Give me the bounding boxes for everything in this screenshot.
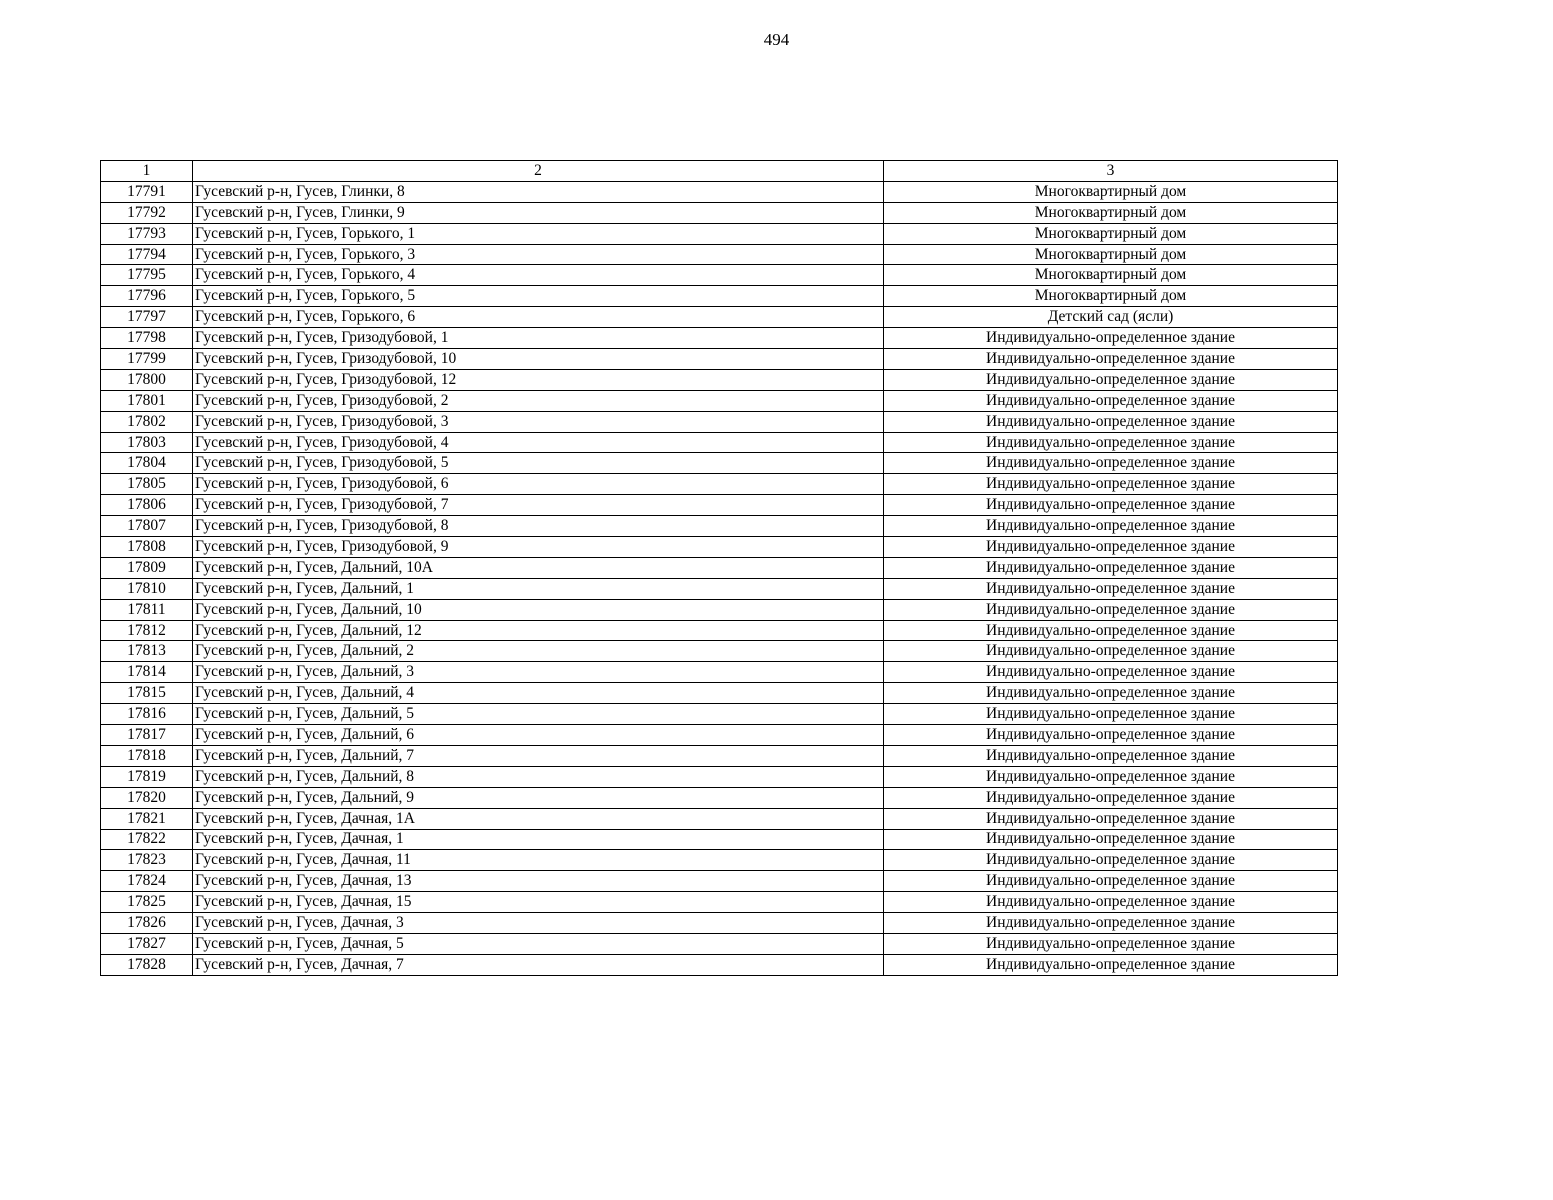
row-number-cell: 17815 [101,683,193,704]
building-type-cell: Индивидуально-определенное здание [884,349,1338,370]
address-cell: Гусевский р-н, Гусев, Дачная, 11 [193,850,884,871]
table-row [101,913,1338,934]
address-cell: Гусевский р-н, Гусев, Дальний, 10А [193,557,884,578]
row-number-cell: 17797 [101,307,193,328]
column-header-2: 2 [193,161,884,182]
table-row [101,892,1338,913]
page-number: 494 [763,30,790,49]
building-type-cell: Индивидуально-определенное здание [884,787,1338,808]
building-type-cell: Индивидуально-определенное здание [884,683,1338,704]
row-number-cell: 17810 [101,578,193,599]
address-cell: Гусевский р-н, Гусев, Гризодубовой, 12 [193,369,884,390]
table-row [101,850,1338,871]
address-cell: Гусевский р-н, Гусев, Горького, 3 [193,244,884,265]
address-cell: Гусевский р-н, Гусев, Горького, 4 [193,265,884,286]
row-number-cell: 17800 [101,369,193,390]
table-row [101,265,1338,286]
table-row [101,829,1338,850]
row-number-cell: 17796 [101,286,193,307]
table-row [101,432,1338,453]
address-cell: Гусевский р-н, Гусев, Дальний, 3 [193,662,884,683]
address-cell: Гусевский р-н, Гусев, Гризодубовой, 1 [193,328,884,349]
row-number-cell: 17794 [101,244,193,265]
row-number-cell: 17812 [101,620,193,641]
table-row [101,369,1338,390]
building-type-cell: Индивидуально-определенное здание [884,516,1338,537]
building-type-cell: Индивидуально-определенное здание [884,871,1338,892]
building-type-cell: Индивидуально-определенное здание [884,390,1338,411]
table-row [101,244,1338,265]
building-type-cell: Многоквартирный дом [884,265,1338,286]
row-number-cell: 17806 [101,495,193,516]
table-row [101,933,1338,954]
row-number-cell: 17793 [101,223,193,244]
row-number-cell: 17818 [101,745,193,766]
row-number-cell: 17825 [101,892,193,913]
row-number-cell: 17816 [101,704,193,725]
table-row [101,662,1338,683]
table-row [101,725,1338,746]
row-number-cell: 17802 [101,411,193,432]
address-cell: Гусевский р-н, Гусев, Глинки, 9 [193,202,884,223]
table-row [101,599,1338,620]
building-type-cell: Детский сад (ясли) [884,307,1338,328]
address-cell: Гусевский р-н, Гусев, Горького, 6 [193,307,884,328]
address-cell: Гусевский р-н, Гусев, Дальний, 10 [193,599,884,620]
address-cell: Гусевский р-н, Гусев, Дачная, 13 [193,871,884,892]
building-type-cell: Индивидуально-определенное здание [884,578,1338,599]
table-row [101,349,1338,370]
address-cell: Гусевский р-н, Гусев, Дачная, 15 [193,892,884,913]
address-cell: Гусевский р-н, Гусев, Дальний, 2 [193,641,884,662]
row-number-cell: 17827 [101,933,193,954]
building-type-cell: Индивидуально-определенное здание [884,453,1338,474]
table-row [101,537,1338,558]
address-cell: Гусевский р-н, Гусев, Гризодубовой, 4 [193,432,884,453]
building-type-cell: Индивидуально-определенное здание [884,808,1338,829]
building-type-cell: Индивидуально-определенное здание [884,662,1338,683]
table-row [101,766,1338,787]
table-row [101,474,1338,495]
row-number-cell: 17805 [101,474,193,495]
address-cell: Гусевский р-н, Гусев, Горького, 1 [193,223,884,244]
table-row [101,202,1338,223]
table-row [101,390,1338,411]
table-row [101,495,1338,516]
table-header-row [101,161,1338,182]
address-cell: Гусевский р-н, Гусев, Гризодубовой, 5 [193,453,884,474]
row-number-cell: 17817 [101,725,193,746]
table-row [101,683,1338,704]
address-cell: Гусевский р-н, Гусев, Гризодубовой, 10 [193,349,884,370]
row-number-cell: 17828 [101,954,193,975]
table-row [101,557,1338,578]
building-type-cell: Индивидуально-определенное здание [884,641,1338,662]
building-type-cell: Многоквартирный дом [884,244,1338,265]
row-number-cell: 17801 [101,390,193,411]
address-cell: Гусевский р-н, Гусев, Дальний, 5 [193,704,884,725]
address-cell: Гусевский р-н, Гусев, Гризодубовой, 8 [193,516,884,537]
address-cell: Гусевский р-н, Гусев, Гризодубовой, 2 [193,390,884,411]
row-number-cell: 17819 [101,766,193,787]
address-cell: Гусевский р-н, Гусев, Гризодубовой, 6 [193,474,884,495]
row-number-cell: 17811 [101,599,193,620]
row-number-cell: 17814 [101,662,193,683]
table-row [101,516,1338,537]
row-number-cell: 17798 [101,328,193,349]
address-cell: Гусевский р-н, Гусев, Дальний, 1 [193,578,884,599]
table-row [101,453,1338,474]
table-row [101,954,1338,975]
row-number-cell: 17807 [101,516,193,537]
row-number-cell: 17795 [101,265,193,286]
table-row [101,620,1338,641]
building-type-cell: Индивидуально-определенное здание [884,933,1338,954]
table-body [101,161,1338,976]
table-row [101,787,1338,808]
building-type-cell: Индивидуально-определенное здание [884,745,1338,766]
building-type-cell: Многоквартирный дом [884,181,1338,202]
table-row [101,578,1338,599]
row-number-cell: 17824 [101,871,193,892]
address-cell: Гусевский р-н, Гусев, Дачная, 7 [193,954,884,975]
building-type-cell: Индивидуально-определенное здание [884,850,1338,871]
address-cell: Гусевский р-н, Гусев, Дачная, 5 [193,933,884,954]
row-number-cell: 17791 [101,181,193,202]
building-type-cell: Индивидуально-определенное здание [884,557,1338,578]
row-number-cell: 17826 [101,913,193,934]
address-cell: Гусевский р-н, Гусев, Дальний, 8 [193,766,884,787]
address-cell: Гусевский р-н, Гусев, Дальний, 12 [193,620,884,641]
row-number-cell: 17809 [101,557,193,578]
table-row [101,328,1338,349]
registry-table [100,160,1338,976]
address-cell: Гусевский р-н, Гусев, Дальний, 9 [193,787,884,808]
building-type-cell: Индивидуально-определенное здание [884,495,1338,516]
building-type-cell: Индивидуально-определенное здание [884,432,1338,453]
row-number-cell: 17821 [101,808,193,829]
table-row [101,745,1338,766]
building-type-cell: Индивидуально-определенное здание [884,913,1338,934]
address-cell: Гусевский р-н, Гусев, Глинки, 8 [193,181,884,202]
table-row [101,223,1338,244]
table-row [101,704,1338,725]
table-row [101,871,1338,892]
column-header-3: 3 [884,161,1338,182]
column-header-1: 1 [101,161,193,182]
building-type-cell: Индивидуально-определенное здание [884,892,1338,913]
address-cell: Гусевский р-н, Гусев, Дачная, 1 [193,829,884,850]
building-type-cell: Индивидуально-определенное здание [884,620,1338,641]
table-row [101,307,1338,328]
building-type-cell: Индивидуально-определенное здание [884,829,1338,850]
building-type-cell: Индивидуально-определенное здание [884,766,1338,787]
address-cell: Гусевский р-н, Гусев, Дачная, 1А [193,808,884,829]
row-number-cell: 17813 [101,641,193,662]
building-type-cell: Индивидуально-определенное здание [884,725,1338,746]
row-number-cell: 17803 [101,432,193,453]
building-type-cell: Индивидуально-определенное здание [884,328,1338,349]
row-number-cell: 17820 [101,787,193,808]
building-type-cell: Многоквартирный дом [884,286,1338,307]
building-type-cell: Индивидуально-определенное здание [884,537,1338,558]
building-type-cell: Индивидуально-определенное здание [884,704,1338,725]
building-type-cell: Индивидуально-определенное здание [884,411,1338,432]
address-cell: Гусевский р-н, Гусев, Гризодубовой, 9 [193,537,884,558]
table-row [101,411,1338,432]
building-type-cell: Индивидуально-определенное здание [884,369,1338,390]
row-number-cell: 17804 [101,453,193,474]
row-number-cell: 17808 [101,537,193,558]
row-number-cell: 17799 [101,349,193,370]
table-row [101,181,1338,202]
table-row [101,286,1338,307]
address-cell: Гусевский р-н, Гусев, Дальний, 7 [193,745,884,766]
address-cell: Гусевский р-н, Гусев, Горького, 5 [193,286,884,307]
building-type-cell: Индивидуально-определенное здание [884,474,1338,495]
address-cell: Гусевский р-н, Гусев, Дальний, 4 [193,683,884,704]
address-cell: Гусевский р-н, Гусев, Гризодубовой, 7 [193,495,884,516]
building-type-cell: Многоквартирный дом [884,223,1338,244]
address-cell: Гусевский р-н, Гусев, Дальний, 6 [193,725,884,746]
building-type-cell: Многоквартирный дом [884,202,1338,223]
table-row [101,808,1338,829]
table-row [101,641,1338,662]
row-number-cell: 17822 [101,829,193,850]
address-cell: Гусевский р-н, Гусев, Гризодубовой, 3 [193,411,884,432]
building-type-cell: Индивидуально-определенное здание [884,599,1338,620]
row-number-cell: 17792 [101,202,193,223]
row-number-cell: 17823 [101,850,193,871]
address-cell: Гусевский р-н, Гусев, Дачная, 3 [193,913,884,934]
building-type-cell: Индивидуально-определенное здание [884,954,1338,975]
